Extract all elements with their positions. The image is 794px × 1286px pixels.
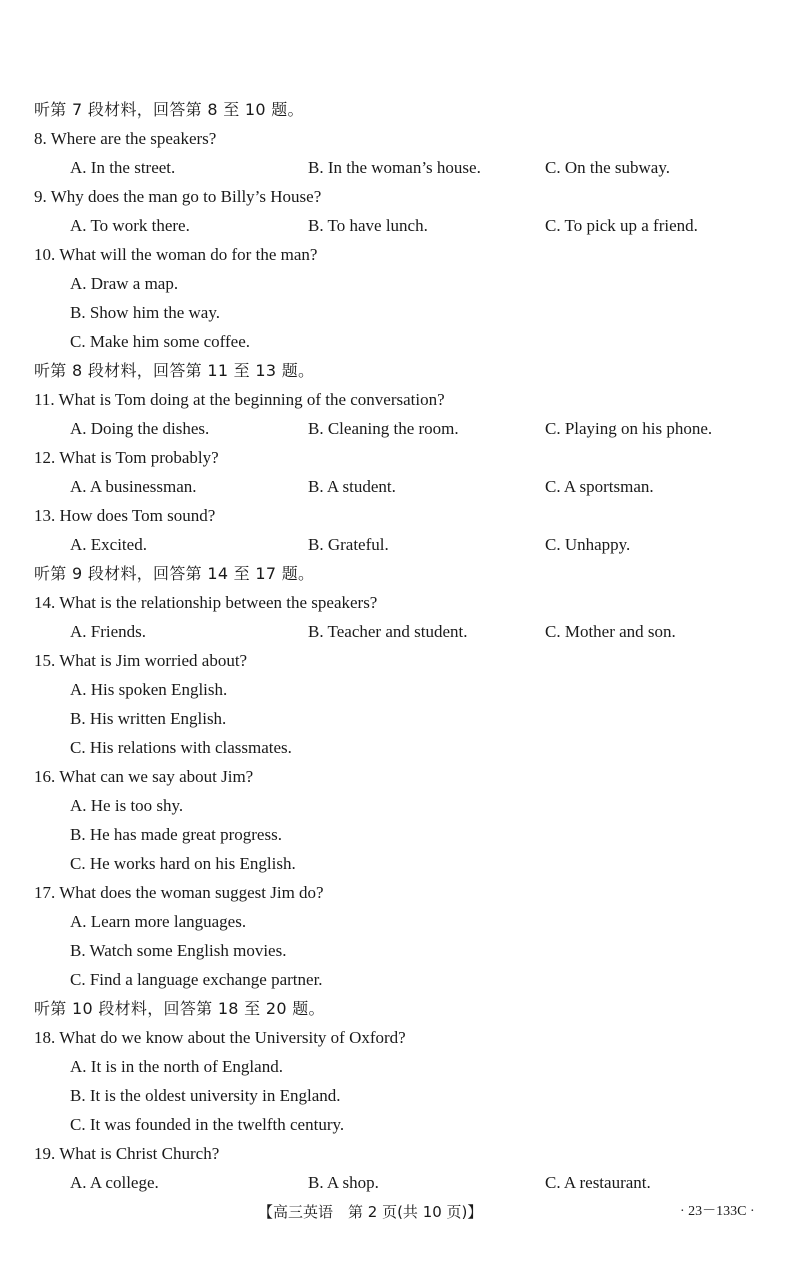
answer-option-c: C. It was founded in the twelfth century.: [70, 1115, 345, 1134]
section-instruction: 听第 8 段材料，回答第 11 至 13 题。: [34, 361, 315, 380]
answer-option-a: A. Friends.: [70, 622, 147, 641]
answer-option-a: A. Learn more languages.: [70, 912, 247, 931]
question-text: 11. What is Tom doing at the beginning of the conversation?: [34, 390, 445, 409]
answer-option-c: C. Playing on his phone.: [545, 419, 713, 438]
question-text: 16. What can we say about Jim?: [34, 767, 254, 786]
question-text: 14. What is the relationship between the speakers?: [34, 593, 378, 612]
question-text: 18. What do we know about the University of Oxford?: [34, 1028, 406, 1047]
answer-option-b: B. Watch some English movies.: [70, 941, 287, 960]
answer-option-a: A. It is in the north of England.: [70, 1057, 283, 1076]
question-text: 9. Why does the man go to Billy’s House?: [34, 187, 322, 206]
answer-option-c: C. He works hard on his English.: [70, 854, 296, 873]
answer-option-b: B. His written English.: [70, 709, 227, 728]
question-text: 10. What will the woman do for the man?: [34, 245, 318, 264]
answer-option-b: B. He has made great progress.: [70, 825, 282, 844]
answer-option-b: B. It is the oldest university in England.: [70, 1086, 341, 1105]
answer-option-c: C. Mother and son.: [545, 622, 676, 641]
question-text: 8. Where are the speakers?: [34, 129, 217, 148]
answer-option-a: A. A college.: [70, 1173, 159, 1192]
answer-option-c: C. A restaurant.: [545, 1173, 651, 1192]
answer-options-row: [34, 472, 774, 501]
answer-option-a: A. Draw a map.: [70, 274, 179, 293]
answer-option-b: B. Grateful.: [308, 535, 389, 554]
question-text: 13. How does Tom sound?: [34, 506, 216, 525]
answer-options-row: [34, 617, 774, 646]
answer-option-c: C. On the subway.: [545, 158, 670, 177]
answer-option-a: A. His spoken English.: [70, 680, 228, 699]
question-text: 19. What is Christ Church?: [34, 1144, 220, 1163]
footer-page-info: 【高三英语 第 2 页(共 10 页)】: [258, 1203, 483, 1221]
answer-option-b: B. A student.: [308, 477, 396, 496]
answer-options-row: [34, 153, 774, 182]
answer-options-row: [34, 530, 774, 559]
section-instruction: 听第 10 段材料，回答第 18 至 20 题。: [34, 999, 325, 1018]
answer-option-c: C. Find a language exchange partner.: [70, 970, 323, 989]
answer-option-b: B. Show him the way.: [70, 303, 221, 322]
question-text: 15. What is Jim worried about?: [34, 651, 248, 670]
answer-option-c: C. Unhappy.: [545, 535, 631, 554]
question-text: 17. What does the woman suggest Jim do?: [34, 883, 324, 902]
answer-option-a: A. Excited.: [70, 535, 147, 554]
answer-option-a: A. A businessman.: [70, 477, 197, 496]
answer-option-b: B. Cleaning the room.: [308, 419, 459, 438]
answer-options-row: [34, 1168, 774, 1197]
question-text: 12. What is Tom probably?: [34, 448, 219, 467]
section-instruction: 听第 9 段材料，回答第 14 至 17 题。: [34, 564, 315, 583]
answer-option-c: C. A sportsman.: [545, 477, 654, 496]
answer-option-a: A. In the street.: [70, 158, 176, 177]
answer-option-c: C. Make him some coffee.: [70, 332, 251, 351]
exam-page-content: [34, 95, 774, 1197]
section-instruction: 听第 7 段材料，回答第 8 至 10 题。: [34, 100, 304, 119]
footer-paper-code: · 23－133C ·: [680, 1204, 755, 1219]
answer-option-a: A. He is too shy.: [70, 796, 184, 815]
answer-option-c: C. To pick up a friend.: [545, 216, 698, 235]
answer-option-b: B. A shop.: [308, 1173, 379, 1192]
answer-option-a: A. To work there.: [70, 216, 190, 235]
answer-option-b: B. To have lunch.: [308, 216, 428, 235]
page-footer: [0, 1200, 794, 1224]
answer-option-c: C. His relations with classmates.: [70, 738, 292, 757]
answer-options-row: [34, 211, 774, 240]
answer-option-a: A. Doing the dishes.: [70, 419, 210, 438]
answer-option-b: B. Teacher and student.: [308, 622, 468, 641]
answer-options-row: [34, 414, 774, 443]
answer-option-b: B. In the woman’s house.: [308, 158, 481, 177]
